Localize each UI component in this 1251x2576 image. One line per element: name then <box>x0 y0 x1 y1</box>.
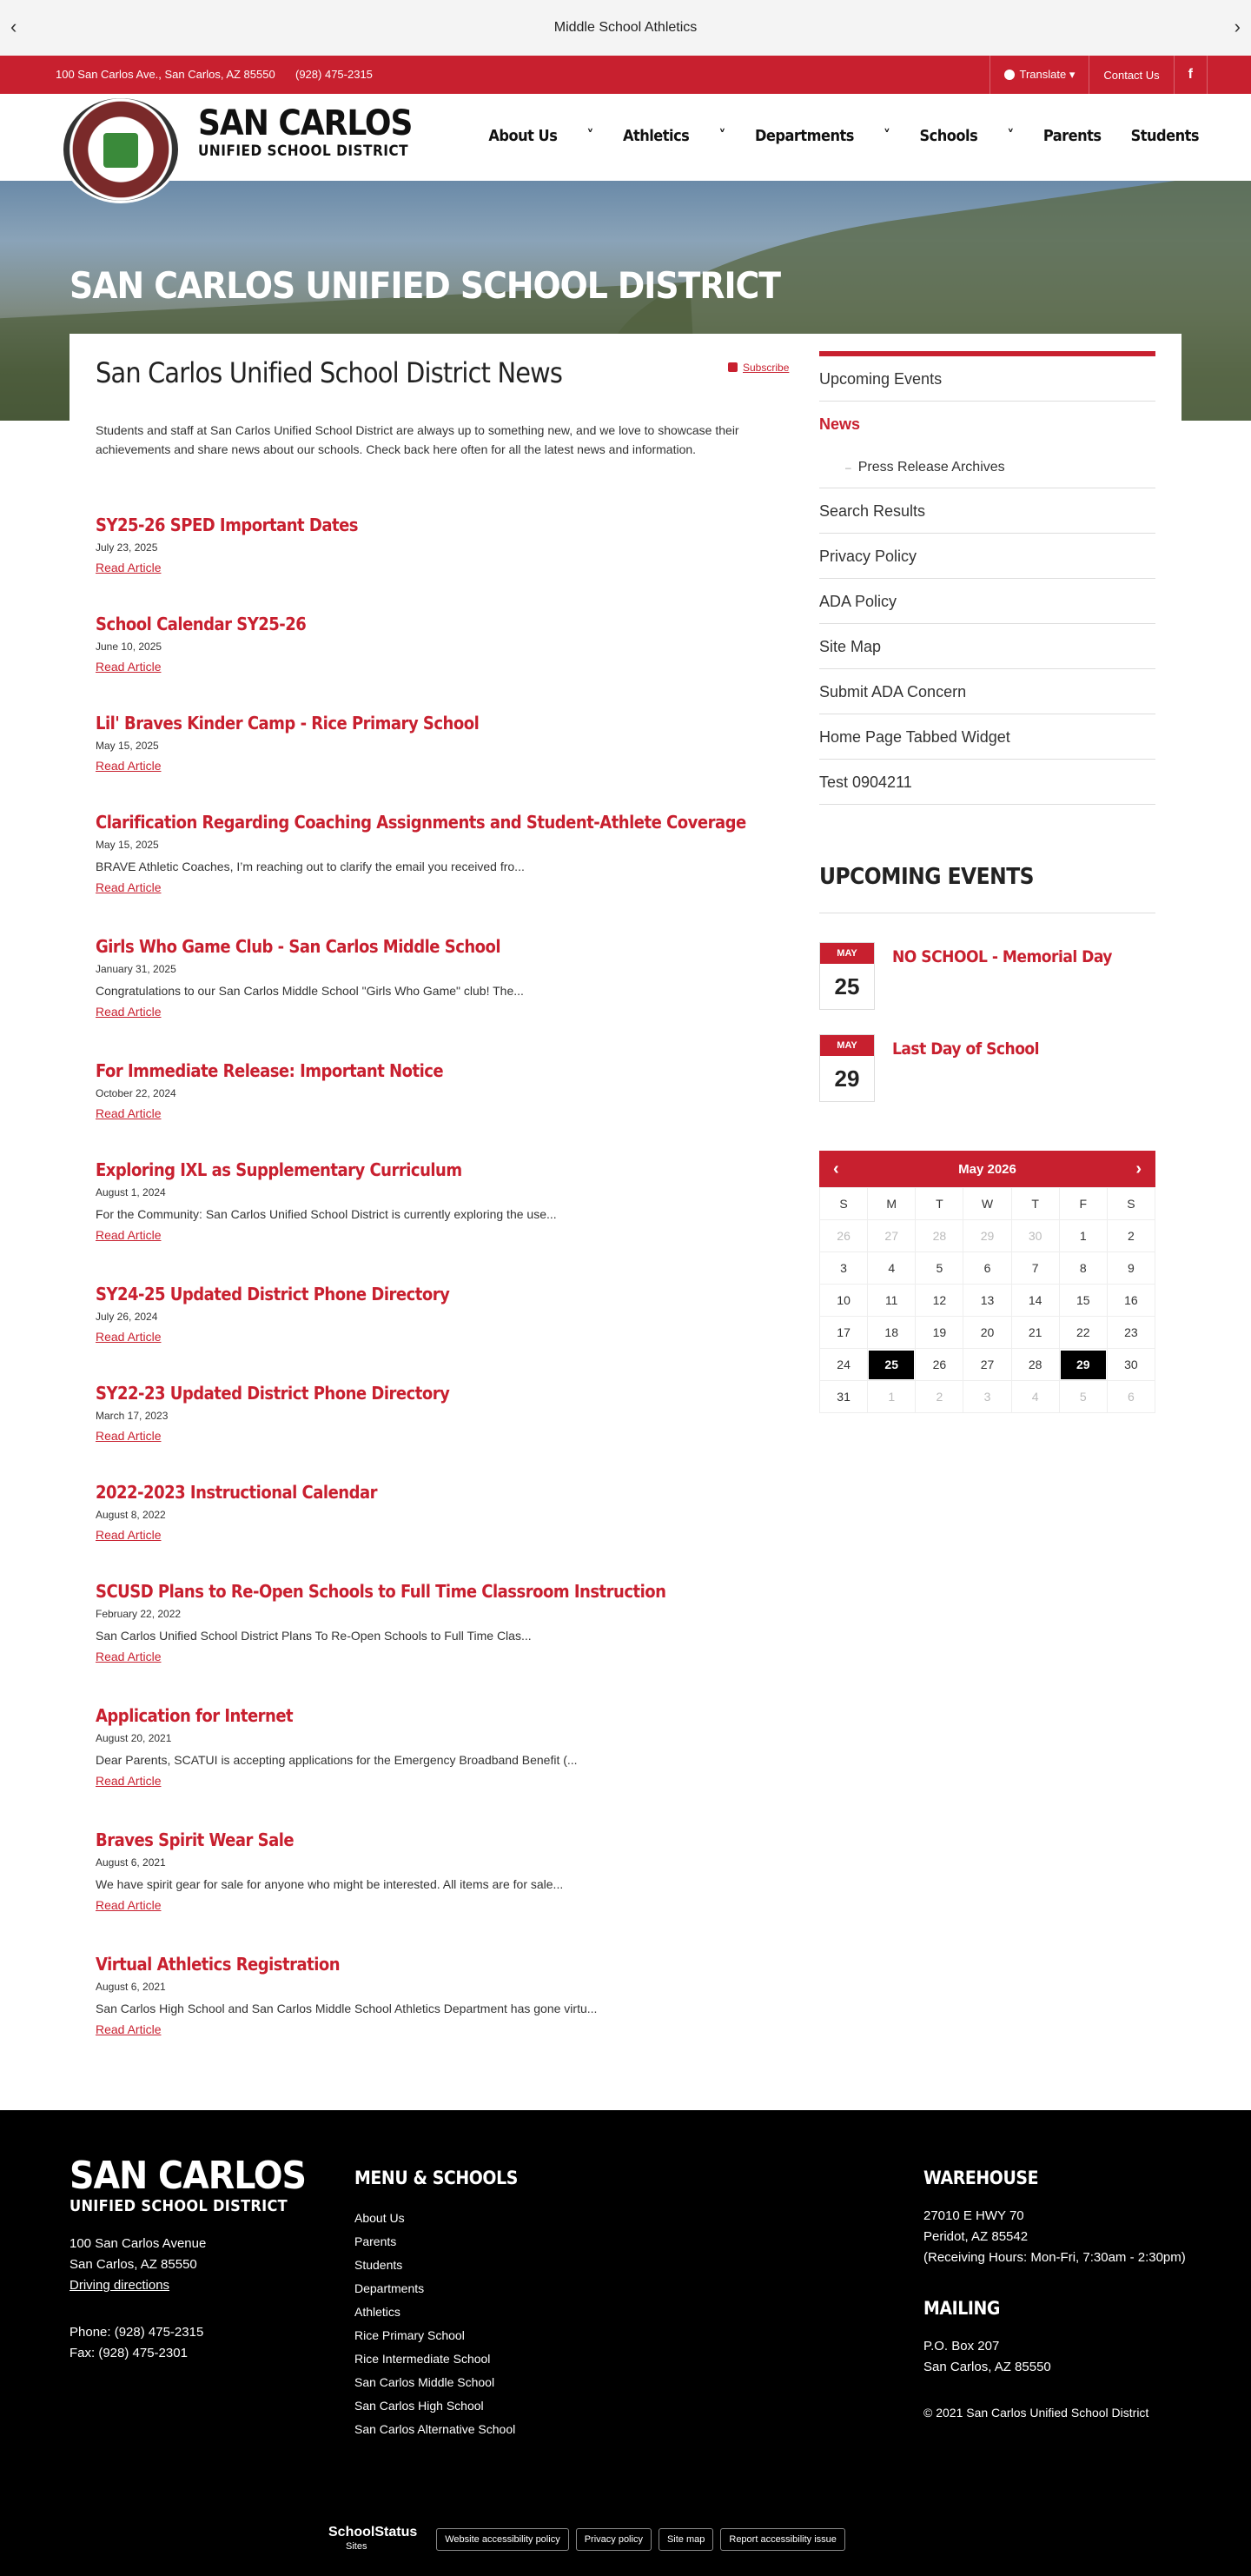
footer-mailing <box>923 2336 1051 2378</box>
calendar-day[interactable]: 19 <box>916 1317 963 1349</box>
news-article <box>96 614 808 675</box>
alert-text[interactable]: Middle School Athletics <box>553 20 698 35</box>
news-article <box>96 1829 808 1914</box>
read-article-link[interactable]: Read Article <box>96 1106 162 1120</box>
article-date: August 8, 2022 <box>96 1509 166 1521</box>
read-article-link[interactable]: Read Article <box>96 561 162 574</box>
calendar-day[interactable]: 2 <box>916 1381 963 1413</box>
article-summary: Dear Parents, SCATUI is accepting applications for the Emergency Broadband Benefit (... <box>96 1753 578 1767</box>
event-title-link[interactable]: NO SCHOOL - Memorial Day <box>892 947 1112 966</box>
article-date: June 10, 2025 <box>96 641 162 653</box>
news-article <box>96 713 808 774</box>
footer-menu-link[interactable]: About Us <box>354 2211 405 2225</box>
utility-bar <box>0 56 1251 94</box>
article-date: May 15, 2025 <box>96 839 159 851</box>
contact-us-link[interactable]: Contact Us <box>1089 56 1173 94</box>
article-date: January 31, 2025 <box>96 963 176 975</box>
footer-menu-link[interactable]: Students <box>354 2258 403 2272</box>
sidebar-item-site-map[interactable]: Site Map <box>819 624 1155 669</box>
footer-link-site-map[interactable]: Site map <box>659 2528 713 2551</box>
article-title[interactable]: Braves Spirit Wear Sale <box>96 1829 295 1850</box>
read-article-link[interactable]: Read Article <box>96 1429 162 1443</box>
footer-mailing-title: MAILING <box>923 2298 1001 2319</box>
nav-item-athletics[interactable]: Athletics <box>622 127 690 145</box>
calendar-day[interactable]: 9 <box>1107 1252 1155 1285</box>
article-summary: San Carlos Unified School District Plans To Re-Open Schools to Full Time Clas... <box>96 1629 532 1643</box>
news-article <box>96 1159 808 1244</box>
article-date: August 6, 2021 <box>96 1856 166 1869</box>
calendar-day[interactable]: 5 <box>1059 1381 1107 1413</box>
site-footer <box>0 2110 1251 2576</box>
news-article <box>96 1954 808 2038</box>
read-article-link[interactable]: Read Article <box>96 1528 162 1542</box>
calendar-day[interactable]: 28 <box>1011 1349 1059 1381</box>
logo-subtitle[interactable]: UNIFIED SCHOOL DISTRICT <box>198 143 409 160</box>
article-title[interactable]: SY25-26 SPED Important Dates <box>96 515 359 535</box>
chevron-down-icon: ˅ <box>1007 127 1014 145</box>
event-date-badge: MAY 29 <box>819 1034 875 1102</box>
article-title[interactable]: 2022-2023 Instructional Calendar <box>96 1482 377 1503</box>
chevron-down-icon: ˅ <box>883 127 890 145</box>
calendar-day[interactable]: 10 <box>820 1285 868 1317</box>
article-title[interactable]: Exploring IXL as Supplementary Curriculum <box>96 1159 462 1180</box>
calendar-day[interactable]: 11 <box>868 1285 916 1317</box>
calendar-day[interactable]: 29 <box>963 1220 1011 1252</box>
calendar-day[interactable]: 28 <box>916 1220 963 1252</box>
calendar-day[interactable]: 6 <box>963 1252 1011 1285</box>
footer-address: 100 San Carlos Avenue San Carlos, AZ 85550 Driving directions <box>70 2234 206 2296</box>
calendar-day[interactable]: 23 <box>1107 1317 1155 1349</box>
calendar-day[interactable]: 6 <box>1107 1381 1155 1413</box>
mailing-line: P.O. Box 207 <box>923 2339 1000 2354</box>
site-header <box>0 94 1251 181</box>
calendar-day[interactable]: 8 <box>1059 1252 1107 1285</box>
footer-menu-link[interactable]: San Carlos High School <box>354 2399 484 2413</box>
calendar-day[interactable]: 26 <box>820 1220 868 1252</box>
read-article-link[interactable]: Read Article <box>96 1330 162 1344</box>
footer-menu-link[interactable]: Parents <box>354 2234 397 2248</box>
footer-logo-title[interactable]: SAN CARLOS <box>70 2154 307 2198</box>
read-article-link[interactable]: Read Article <box>96 759 162 773</box>
sidebar-item-submit-ada-concern[interactable]: Submit ADA Concern <box>819 669 1155 714</box>
article-title[interactable]: Clarification Regarding Coaching Assignments and Student-Athlete Coverage <box>96 812 746 833</box>
calendar-day[interactable]: 13 <box>963 1285 1011 1317</box>
nav-item-about-us[interactable]: About Us <box>488 127 558 145</box>
calendar-day[interactable]: 16 <box>1107 1285 1155 1317</box>
article-date: July 26, 2024 <box>96 1311 158 1323</box>
weekday-header: F <box>1059 1188 1107 1220</box>
footer-contact: Phone: (928) 475-2315 Fax: (928) 475-2301 <box>70 2325 204 2360</box>
calendar-day[interactable]: 3 <box>963 1381 1011 1413</box>
calendar-day[interactable]: 21 <box>1011 1317 1059 1349</box>
article-title[interactable]: SY24-25 Updated District Phone Directory <box>96 1284 450 1305</box>
dash-icon: – <box>845 461 851 474</box>
weekday-header: W <box>963 1188 1011 1220</box>
nav-item-parents[interactable]: Parents <box>1042 127 1102 145</box>
article-date: October 22, 2024 <box>96 1087 176 1099</box>
alert-bar <box>0 0 1251 56</box>
calendar-day[interactable]: 5 <box>916 1252 963 1285</box>
chevron-down-icon: ˅ <box>718 127 725 145</box>
article-title[interactable]: Virtual Athletics Registration <box>96 1954 341 1975</box>
footer-menu-link[interactable]: Rice Primary School <box>354 2328 465 2342</box>
calendar-day[interactable]: 18 <box>868 1317 916 1349</box>
calendar-day[interactable]: 4 <box>868 1252 916 1285</box>
calendar-day[interactable]: 30 <box>1011 1220 1059 1252</box>
alert-prev-button[interactable]: ‹ <box>10 16 17 37</box>
nav-item-students[interactable]: Students <box>1130 127 1199 145</box>
news-article <box>96 1581 808 1665</box>
utility-address: 100 San Carlos Ave., San Carlos, AZ 85550 <box>56 68 275 81</box>
calendar-next-button[interactable]: › <box>1135 1159 1142 1178</box>
article-title[interactable]: SY22-23 Updated District Phone Directory <box>96 1383 450 1404</box>
calendar-day[interactable]: 1 <box>1059 1220 1107 1252</box>
utility-phone[interactable]: (928) 475-2315 <box>295 68 373 81</box>
news-article <box>96 1705 808 1789</box>
footer-link-report-accessibility-issue[interactable]: Report accessibility issue <box>720 2528 845 2551</box>
article-date: March 17, 2023 <box>96 1410 169 1422</box>
warehouse-line: Peridot, AZ 85542 <box>923 2229 1029 2244</box>
footer-menu-link[interactable]: San Carlos Middle School <box>354 2375 495 2389</box>
article-title[interactable]: Application for Internet <box>96 1705 294 1726</box>
footer-menu-link[interactable]: San Carlos Alternative School <box>354 2422 516 2436</box>
calendar-day[interactable]: 20 <box>963 1317 1011 1349</box>
article-summary: We have spirit gear for sale for anyone who might be interested. All items are for sale... <box>96 1877 564 1891</box>
sidebar-nav <box>819 351 1155 805</box>
footer-menu <box>354 2211 515 2446</box>
read-article-link[interactable]: Read Article <box>96 880 162 894</box>
calendar-day[interactable]: 26 <box>916 1349 963 1381</box>
article-date: February 22, 2022 <box>96 1608 182 1620</box>
weekday-header: M <box>868 1188 916 1220</box>
calendar-day[interactable]: 31 <box>820 1381 868 1413</box>
logo-title[interactable]: SAN CARLOS <box>198 103 413 143</box>
footer-bottom-bar <box>328 2526 845 2553</box>
news-article <box>96 936 808 1020</box>
article-summary: San Carlos High School and San Carlos Middle School Athletics Department has gone virtu... <box>96 2002 598 2015</box>
read-article-link[interactable]: Read Article <box>96 1898 162 1912</box>
article-summary: BRAVE Athletic Coaches, I’m reaching out to clarify the email you received fro... <box>96 860 525 873</box>
footer-menu-link[interactable]: Departments <box>354 2281 425 2295</box>
calendar-day[interactable]: 15 <box>1059 1285 1107 1317</box>
read-article-link[interactable]: Read Article <box>96 1228 162 1242</box>
read-article-link[interactable]: Read Article <box>96 660 162 674</box>
calendar-day[interactable]: 24 <box>820 1349 868 1381</box>
calendar-day[interactable]: 14 <box>1011 1285 1059 1317</box>
read-article-link[interactable]: Read Article <box>96 1774 162 1788</box>
article-summary: Congratulations to our San Carlos Middle School "Girls Who Game" club! The... <box>96 984 524 998</box>
article-date: August 20, 2021 <box>96 1732 172 1744</box>
article-date: May 15, 2025 <box>96 740 159 752</box>
calendar-day[interactable]: 30 <box>1107 1349 1155 1381</box>
sidebar-item-upcoming-events[interactable]: Upcoming Events <box>819 356 1155 402</box>
article-date: August 1, 2024 <box>96 1186 166 1198</box>
event-title-link[interactable]: Last Day of School <box>892 1039 1040 1059</box>
footer-link-privacy-policy[interactable]: Privacy policy <box>576 2528 652 2551</box>
calendar-day[interactable]: 3 <box>820 1252 868 1285</box>
footer-warehouse-title: WAREHOUSE <box>923 2168 1039 2188</box>
event-date-badge: MAY 25 <box>819 942 875 1010</box>
article-date: August 6, 2021 <box>96 1981 166 1993</box>
district-seal-logo[interactable] <box>61 96 181 203</box>
sidebar-item-news[interactable]: News <box>819 415 861 433</box>
calendar-day[interactable]: 1 <box>868 1381 916 1413</box>
article-title[interactable]: Lil' Braves Kinder Camp - Rice Primary School <box>96 713 480 734</box>
warehouse-line: 27010 E HWY 70 <box>923 2208 1024 2223</box>
driving-directions-link[interactable]: Driving directions <box>70 2278 170 2293</box>
rss-icon <box>728 362 738 372</box>
sidebar-item-test-0904211[interactable]: Test 0904211 <box>819 760 1155 805</box>
mini-calendar <box>819 1151 1155 1413</box>
footer-menu-link[interactable]: Athletics <box>354 2305 400 2319</box>
sidebar-item-ada-policy[interactable]: ADA Policy <box>819 579 1155 624</box>
calendar-day[interactable]: 27 <box>868 1220 916 1252</box>
read-article-link[interactable]: Read Article <box>96 1005 162 1019</box>
main-content <box>70 334 1182 2072</box>
news-article <box>96 515 808 576</box>
schoolstatus-logo[interactable]: SchoolStatus Sites <box>328 2525 418 2552</box>
news-article <box>96 1060 808 1122</box>
chevron-down-icon: ˅ <box>586 127 593 145</box>
nav-item-schools[interactable]: Schools <box>919 127 978 145</box>
calendar-day[interactable]: 29 <box>1059 1349 1107 1381</box>
read-article-link[interactable]: Read Article <box>96 1650 162 1663</box>
calendar-day[interactable]: 2 <box>1107 1220 1155 1252</box>
calendar-prev-button[interactable]: ‹ <box>833 1159 839 1178</box>
hero-title: SAN CARLOS UNIFIED SCHOOL DISTRICT <box>70 264 780 307</box>
read-article-link[interactable]: Read Article <box>96 2022 162 2036</box>
page-title: San Carlos Unified School District News <box>96 356 563 389</box>
warehouse-line: (Receiving Hours: Mon-Fri, 7:30am - 2:30pm) <box>923 2250 1186 2265</box>
news-article <box>96 1482 808 1544</box>
calendar-day[interactable]: 22 <box>1059 1317 1107 1349</box>
footer-menu-link[interactable]: Rice Intermediate School <box>354 2352 491 2366</box>
article-summary: For the Community: San Carlos Unified School District is currently exploring the use... <box>96 1207 557 1221</box>
article-title[interactable]: SCUSD Plans to Re-Open Schools to Full Time Classroom Instruction <box>96 1581 666 1602</box>
mailing-line: San Carlos, AZ 85550 <box>923 2360 1051 2374</box>
article-title[interactable]: Girls Who Game Club - San Carlos Middle School <box>96 936 501 957</box>
translate-button[interactable]: Translate ▾ <box>990 56 1089 94</box>
weekday-header: S <box>1107 1188 1155 1220</box>
sidebar-item-search-results[interactable]: Search Results <box>819 488 1155 534</box>
article-title[interactable]: For Immediate Release: Important Notice <box>96 1060 444 1081</box>
sidebar-item-privacy-policy[interactable]: Privacy Policy <box>819 534 1155 579</box>
calendar-day[interactable]: 27 <box>963 1349 1011 1381</box>
weekday-header: S <box>820 1188 868 1220</box>
footer-menu-title: MENU & SCHOOLS <box>354 2168 518 2188</box>
footer-copyright: © 2021 San Carlos Unified School District <box>923 2406 1149 2420</box>
calendar-day[interactable]: 25 <box>868 1349 916 1381</box>
news-article <box>96 1383 808 1444</box>
weekday-header: T <box>916 1188 963 1220</box>
calendar-month-title: May 2026 <box>958 1161 1016 1177</box>
sidebar-item-home-page-tabbed-widget[interactable]: Home Page Tabbed Widget <box>819 714 1155 760</box>
calendar-day[interactable]: 4 <box>1011 1381 1059 1413</box>
footer-warehouse <box>923 2206 1186 2268</box>
footer-logo-subtitle: UNIFIED SCHOOL DISTRICT <box>70 2197 288 2215</box>
news-article <box>96 1284 808 1345</box>
weekday-header: T <box>1011 1188 1059 1220</box>
news-article <box>96 812 808 896</box>
upcoming-events-title: UPCOMING EVENTS <box>819 864 1035 890</box>
calendar-day[interactable]: 12 <box>916 1285 963 1317</box>
main-nav <box>488 127 1199 145</box>
news-intro: Students and staff at San Carlos Unified School District are always up to something new, and we love to showcase their achievements and share news about our schools. Check back here often for all the latest news and information. <box>96 423 739 456</box>
calendar-day[interactable]: 17 <box>820 1317 868 1349</box>
sidebar-item-press-release-archives[interactable]: – Press Release Archives <box>819 446 1155 488</box>
alert-next-button[interactable]: › <box>1234 16 1241 37</box>
globe-icon <box>1004 70 1015 80</box>
nav-item-departments[interactable]: Departments <box>754 127 854 145</box>
facebook-icon[interactable]: f <box>1174 56 1208 94</box>
article-date: July 23, 2025 <box>96 541 158 554</box>
footer-link-website-accessibility-policy[interactable]: Website accessibility policy <box>436 2528 568 2551</box>
subscribe-link[interactable]: Subscribe <box>728 362 789 374</box>
calendar-day[interactable]: 7 <box>1011 1252 1059 1285</box>
article-title[interactable]: School Calendar SY25-26 <box>96 614 307 634</box>
